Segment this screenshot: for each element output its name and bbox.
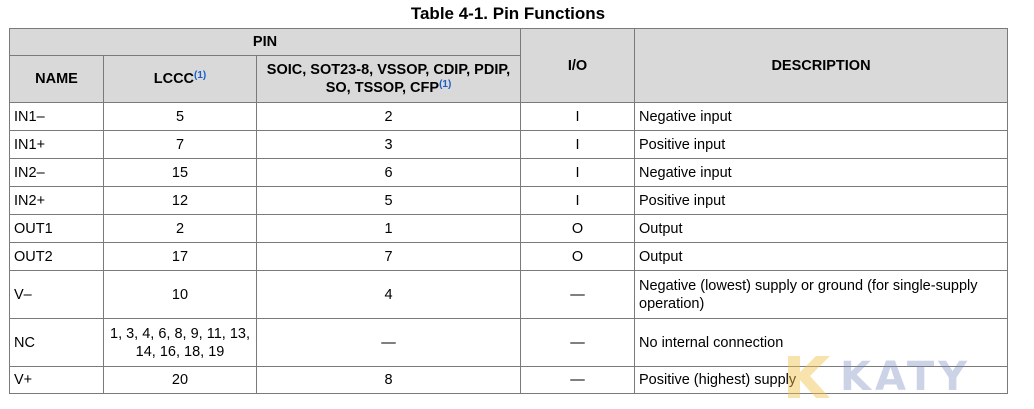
package-pin-cell: 6 [257, 159, 521, 187]
table-row [10, 243, 1008, 271]
description-cell: No internal connection [635, 319, 1008, 367]
io-cell: I [521, 131, 635, 159]
lccc-pin-cell: 12 [104, 187, 257, 215]
pin-name-cell: IN1+ [10, 131, 104, 159]
io-cell: — [521, 271, 635, 319]
description-cell: Positive (highest) supply [635, 367, 1008, 394]
watermark-text: KATY [840, 354, 972, 400]
table-row [10, 367, 1008, 394]
package-pin-cell: 4 [257, 271, 521, 319]
lccc-header: LCCC$^{(1)}$ [104, 56, 257, 103]
packages-header: SOIC, SOT23-8, VSSOP, CDIP, PDIP, SO, TSSOP, CFP$^{(1)}$ [257, 56, 521, 103]
lccc-pin-cell: 1, 3, 4, 6, 8, 9, 11, 13, 14, 16, 18, 19 [104, 319, 257, 367]
description-cell: Output [635, 215, 1008, 243]
description-cell: Positive input [635, 131, 1008, 159]
description-cell: Output [635, 243, 1008, 271]
package-pin-cell: 2 [257, 103, 521, 131]
table-row [10, 187, 1008, 215]
description-cell: Negative input [635, 103, 1008, 131]
description-cell: Negative input [635, 159, 1008, 187]
package-pin-cell: 3 [257, 131, 521, 159]
description-cell: Positive input [635, 187, 1008, 215]
lccc-pin-cell: 10 [104, 271, 257, 319]
table-row [10, 159, 1008, 187]
table-row [10, 215, 1008, 243]
pin-group-header: PIN [10, 29, 521, 56]
lccc-pin-cell: 15 [104, 159, 257, 187]
pin-name-cell: OUT1 [10, 215, 104, 243]
io-cell: — [521, 319, 635, 367]
name-header: NAME [10, 56, 104, 103]
description-header: DESCRIPTION [635, 29, 1008, 103]
pin-name-cell: V+ [10, 367, 104, 394]
io-header: I/O [521, 29, 635, 103]
table-row [10, 271, 1008, 319]
pin-name-cell: OUT2 [10, 243, 104, 271]
lccc-pin-cell: 20 [104, 367, 257, 394]
io-cell: O [521, 243, 635, 271]
lccc-pin-cell: 5 [104, 103, 257, 131]
package-pin-cell: 8 [257, 367, 521, 394]
pin-name-cell: IN1– [10, 103, 104, 131]
package-pin-cell: — [257, 319, 521, 367]
io-cell: I [521, 103, 635, 131]
table-row [10, 131, 1008, 159]
io-cell: I [521, 187, 635, 215]
pin-name-cell: NC [10, 319, 104, 367]
lccc-pin-cell: 2 [104, 215, 257, 243]
description-cell: Negative (lowest) supply or ground (for single-supply operation) [635, 271, 1008, 319]
package-pin-cell: 1 [257, 215, 521, 243]
table-caption: Table 4-1. Pin Functions [410, 4, 606, 23]
footnote-link[interactable]: (1) [439, 79, 452, 90]
package-pin-cell: 5 [257, 187, 521, 215]
io-cell: I [521, 159, 635, 187]
package-pin-cell: 7 [257, 243, 521, 271]
pin-functions-table [9, 28, 1008, 394]
footnote-link[interactable]: (1) [194, 70, 207, 81]
pin-name-cell: V– [10, 271, 104, 319]
pin-name-cell: IN2+ [10, 187, 104, 215]
lccc-pin-cell: 7 [104, 131, 257, 159]
pin-name-cell: IN2– [10, 159, 104, 187]
table-row [10, 103, 1008, 131]
lccc-pin-cell: 17 [104, 243, 257, 271]
io-cell: — [521, 367, 635, 394]
io-cell: O [521, 215, 635, 243]
table-row [10, 319, 1008, 367]
